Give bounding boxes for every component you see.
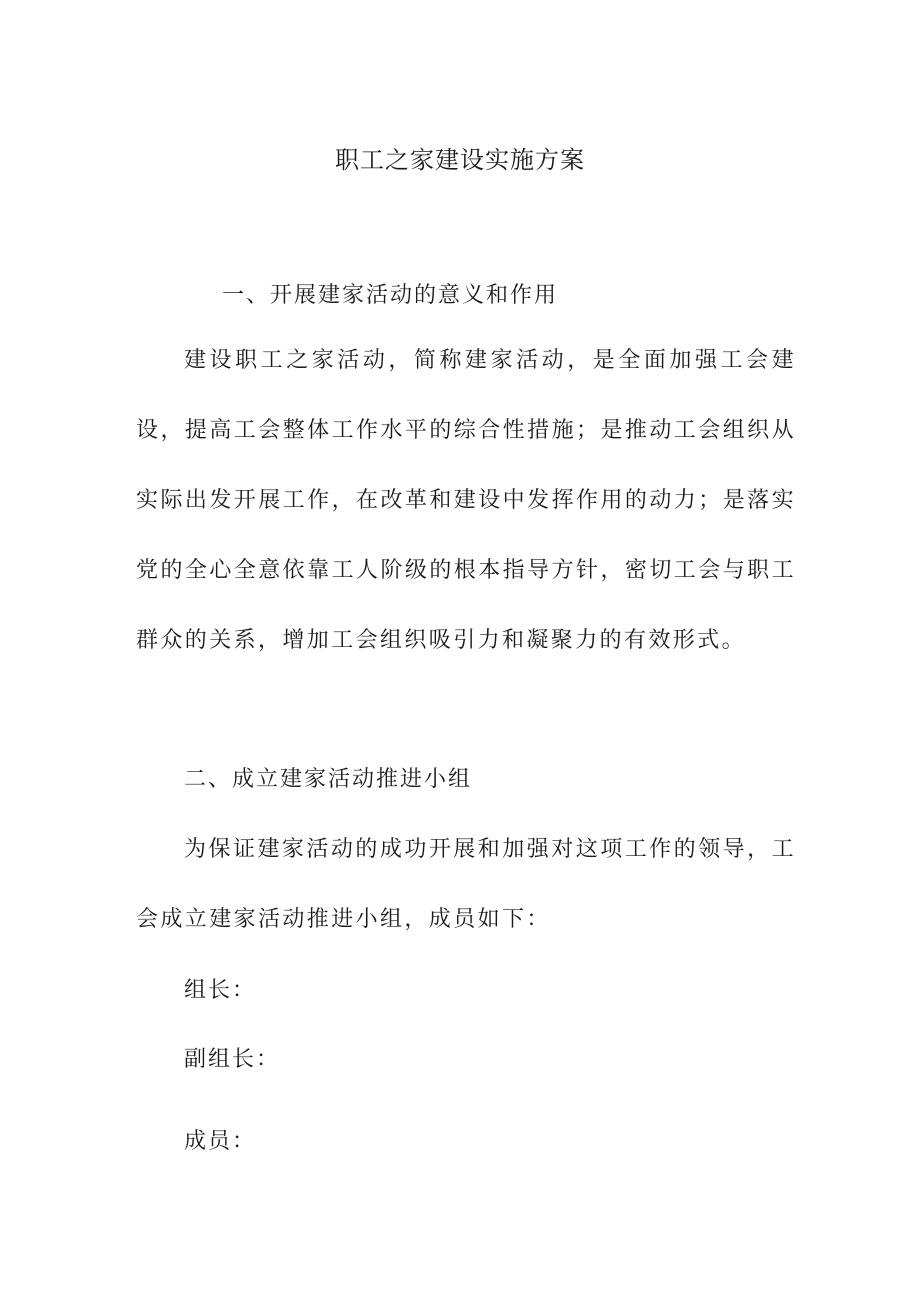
section-1-paragraph: 建设职工之家活动，简称建家活动，是全面加强工会建设，提高工会整体工作水平的综合性措施；是推动工会组织从实际出发开展工作，在改革和建设中发挥作用的动力；是落实党的全心全意依靠工人阶级的根本指导方针，密切工会与职工群众的关系，增加工会组织吸引力和凝聚力的有效形式。 [136, 348, 796, 653]
deputy-leader-line: 副组长： [184, 1047, 281, 1072]
section-2-heading: 二、成立建家活动推进小组 [184, 767, 473, 792]
section-2-paragraph: 为保证建家活动的成功开展和加强对这项工作的领导，工会成立建家活动推进小组，成员如下： [136, 837, 796, 932]
document-title: 职工之家建设实施方案 [335, 146, 585, 174]
section-1-heading: 一、开展建家活动的意义和作用 [222, 283, 559, 308]
leader-line: 组长： [184, 978, 257, 1003]
members-line: 成员： [184, 1129, 257, 1154]
